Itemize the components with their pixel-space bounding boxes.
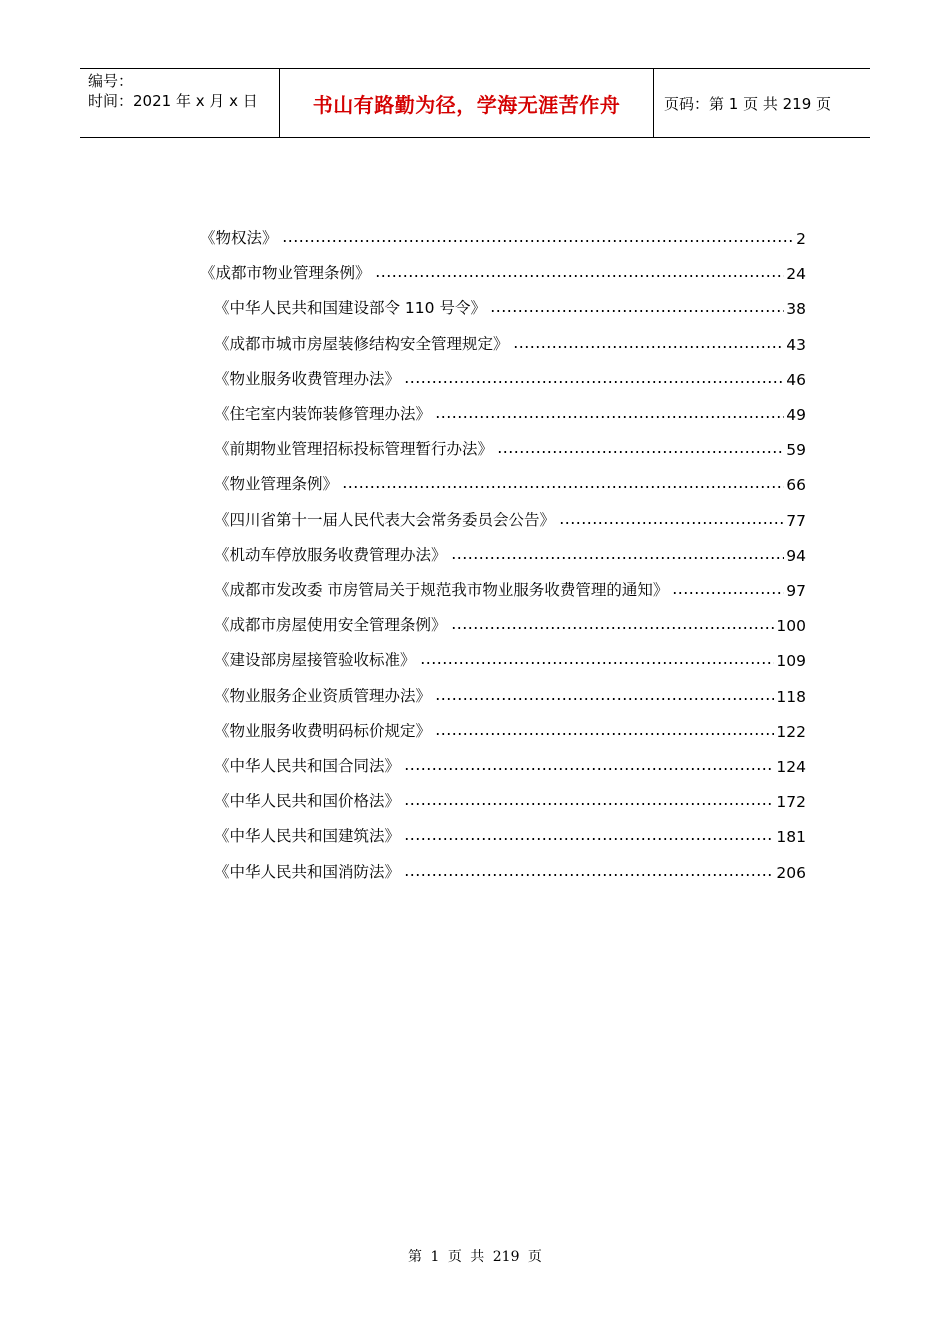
toc-entry-title: 《中华人民共和国价格法》	[214, 792, 401, 811]
toc-entry-title: 《成都市物业管理条例》	[200, 264, 371, 283]
toc-dot-leader	[435, 697, 774, 701]
toc-entry-page: 2	[796, 230, 806, 248]
toc-entry[interactable]	[214, 781, 806, 811]
footer-page-number: 第 1 页 共 219 页	[408, 1249, 542, 1265]
toc-entry[interactable]	[214, 676, 806, 706]
toc-entry-title: 《物业管理条例》	[214, 475, 339, 494]
toc-dot-leader	[497, 450, 784, 454]
toc-dot-leader	[451, 626, 775, 630]
page-footer	[0, 1246, 950, 1266]
header-page-info: 页码：第 1 页 共 219 页	[664, 94, 832, 113]
toc-dot-leader	[420, 661, 775, 665]
toc-entry-page: 59	[786, 441, 806, 460]
toc-dot-leader	[404, 837, 774, 841]
toc-entry[interactable]	[214, 464, 806, 494]
toc-dot-leader	[404, 380, 784, 384]
toc-dot-leader	[404, 873, 774, 877]
toc-entry-title: 《成都市发改委 市房管局关于规范我市物业服务收费管理的通知》	[214, 581, 669, 599]
time-label: 时间：2021 年 x 月 x 日	[88, 92, 258, 110]
header-motto: 书山有路勤为径，学海无涯苦作舟	[312, 92, 621, 117]
toc-entry-title: 《中华人民共和国合同法》	[214, 757, 401, 775]
toc-entry-page: 94	[786, 546, 806, 565]
toc-entry-title: 《物业服务收费管理办法》	[214, 369, 401, 388]
header-meta	[80, 69, 280, 137]
toc-dot-leader	[282, 239, 795, 243]
toc-entry-page: 100	[776, 617, 806, 636]
toc-dot-leader	[672, 591, 784, 595]
toc-entry[interactable]	[214, 605, 806, 635]
toc-dot-leader	[513, 345, 785, 349]
toc-entry[interactable]	[214, 570, 806, 600]
toc-entry-page: 124	[776, 758, 806, 776]
toc-entry-title: 《物业服务企业资质管理办法》	[214, 686, 432, 705]
toc-entry-title: 《中华人民共和国建筑法》	[214, 827, 401, 846]
number-label: 编号：	[88, 72, 134, 90]
toc-entry-page: 122	[776, 722, 806, 741]
toc-entry-page: 206	[776, 863, 806, 882]
toc-dot-leader	[435, 415, 784, 419]
toc-entry[interactable]	[214, 288, 806, 318]
toc-entry-title: 《成都市房屋使用安全管理条例》	[214, 616, 447, 635]
toc-entry-page: 172	[776, 793, 806, 812]
toc-entry-title: 《中华人民共和国建设部令 110 号令》	[214, 299, 486, 318]
toc-entry[interactable]	[214, 711, 806, 741]
toc-entry-page: 118	[776, 687, 806, 706]
toc-entry-title: 《建设部房屋接管验收标准》	[214, 651, 416, 670]
toc-entry[interactable]	[214, 359, 806, 389]
toc-entry-title: 《前期物业管理招标投标管理暂行办法》	[214, 440, 494, 459]
toc-entry-title: 《中华人民共和国消防法》	[214, 862, 401, 881]
toc-entry-title: 《成都市城市房屋装修结构安全管理规定》	[214, 334, 509, 353]
toc-entry[interactable]	[214, 640, 806, 670]
toc-entry[interactable]	[214, 500, 806, 530]
toc-entry[interactable]	[200, 253, 806, 283]
toc-entry[interactable]	[214, 852, 806, 882]
toc-dot-leader	[435, 732, 774, 736]
toc-dot-leader	[559, 521, 784, 525]
toc-entry-page: 109	[776, 652, 806, 671]
toc-entry-title: 《机动车停放服务收费管理办法》	[214, 545, 447, 564]
toc-dot-leader	[404, 802, 774, 806]
toc-dot-leader	[404, 767, 774, 771]
toc-entry-page: 97	[786, 582, 806, 600]
toc-dot-leader	[451, 556, 785, 560]
toc-entry-title: 《物业服务收费明码标价规定》	[214, 721, 432, 740]
header-page-info-cell	[654, 69, 870, 137]
toc-entry-page: 46	[786, 370, 806, 389]
toc-dot-leader	[375, 274, 785, 278]
toc-entry[interactable]	[214, 324, 806, 354]
page-header	[80, 68, 870, 138]
toc-entry[interactable]	[214, 816, 806, 846]
toc-entry-page: 181	[776, 828, 806, 847]
toc-entry[interactable]	[214, 535, 806, 565]
toc-entry-page: 43	[786, 335, 806, 354]
toc-entry[interactable]	[214, 429, 806, 459]
toc-entry-title: 《物权法》	[200, 229, 278, 247]
toc-entry-title: 《四川省第十一届人民代表大会常务委员会公告》	[214, 510, 556, 529]
toc-entry-title: 《住宅室内装饰装修管理办法》	[214, 405, 432, 423]
toc-dot-leader	[490, 309, 784, 313]
toc-entry-page: 49	[786, 406, 806, 424]
toc-entry-page: 38	[786, 300, 806, 319]
toc-entry-page: 66	[786, 476, 806, 495]
toc-entry[interactable]	[200, 218, 806, 248]
header-motto-cell	[280, 69, 654, 137]
toc-dot-leader	[342, 485, 784, 489]
toc-entry-page: 77	[786, 511, 806, 530]
toc-entry[interactable]	[214, 394, 806, 424]
toc-entry-page: 24	[786, 265, 806, 284]
toc-entry[interactable]	[214, 746, 806, 776]
